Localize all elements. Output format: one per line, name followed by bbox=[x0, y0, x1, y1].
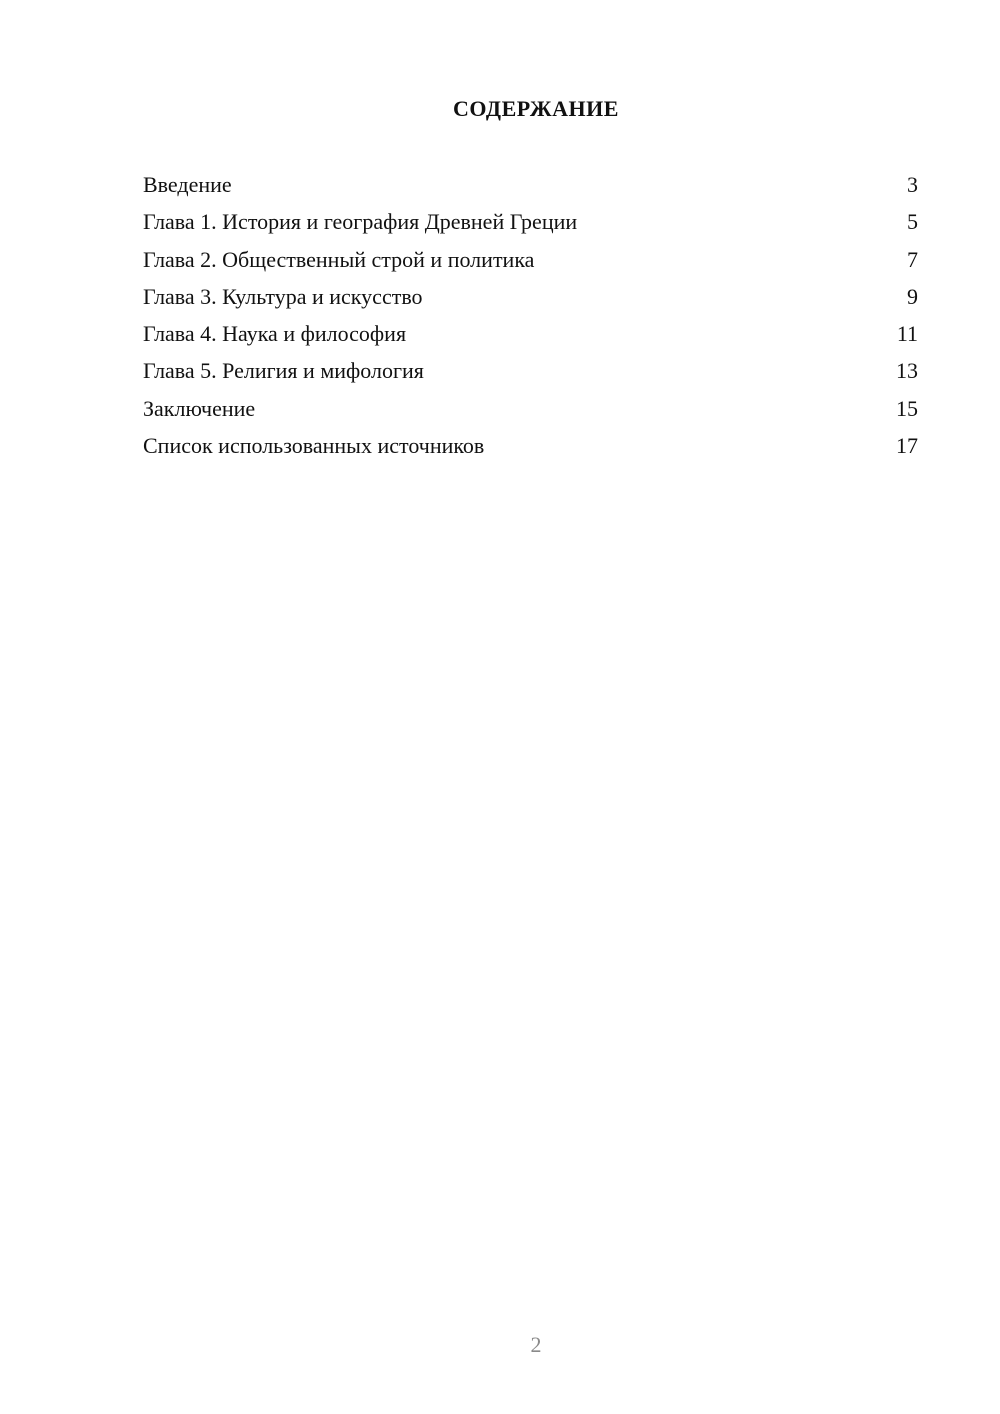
toc-entry-page: 5 bbox=[907, 209, 918, 235]
toc-entry-title: Глава 1. История и география Древней Греции bbox=[143, 209, 578, 235]
toc-entry-page: 17 bbox=[896, 433, 918, 459]
toc-entry-title: Введение bbox=[143, 172, 232, 197]
toc-entry-page: 3 bbox=[907, 172, 918, 197]
page-number: 2 bbox=[530, 1332, 542, 1357]
toc-entry-page: 15 bbox=[896, 395, 918, 421]
toc-entry bbox=[143, 207, 918, 244]
toc-entry-page: 11 bbox=[896, 321, 918, 347]
toc-entry-page: 9 bbox=[907, 283, 918, 309]
toc-entry bbox=[143, 170, 918, 207]
table-of-contents bbox=[143, 170, 918, 468]
toc-entry-title: Глава 3. Культура и искусство bbox=[143, 283, 423, 309]
toc-entry-title: Список использованных источников bbox=[143, 433, 485, 459]
toc-entry bbox=[143, 356, 918, 393]
page-title: СОДЕРЖАНИЕ bbox=[453, 96, 619, 121]
toc-entry bbox=[143, 394, 918, 431]
toc-entry-title: Глава 2. Общественный строй и политика bbox=[143, 246, 535, 272]
toc-entry-title: Заключение bbox=[143, 395, 256, 421]
toc-entry-title: Глава 4. Наука и философия bbox=[143, 321, 407, 347]
toc-entry-title: Глава 5. Религия и мифология bbox=[143, 358, 424, 384]
toc-entry-page: 7 bbox=[907, 246, 918, 272]
toc-entry bbox=[143, 319, 918, 356]
toc-entry bbox=[143, 431, 918, 468]
toc-entry-page: 13 bbox=[896, 358, 918, 384]
toc-entry bbox=[143, 282, 918, 319]
toc-entry bbox=[143, 245, 918, 282]
